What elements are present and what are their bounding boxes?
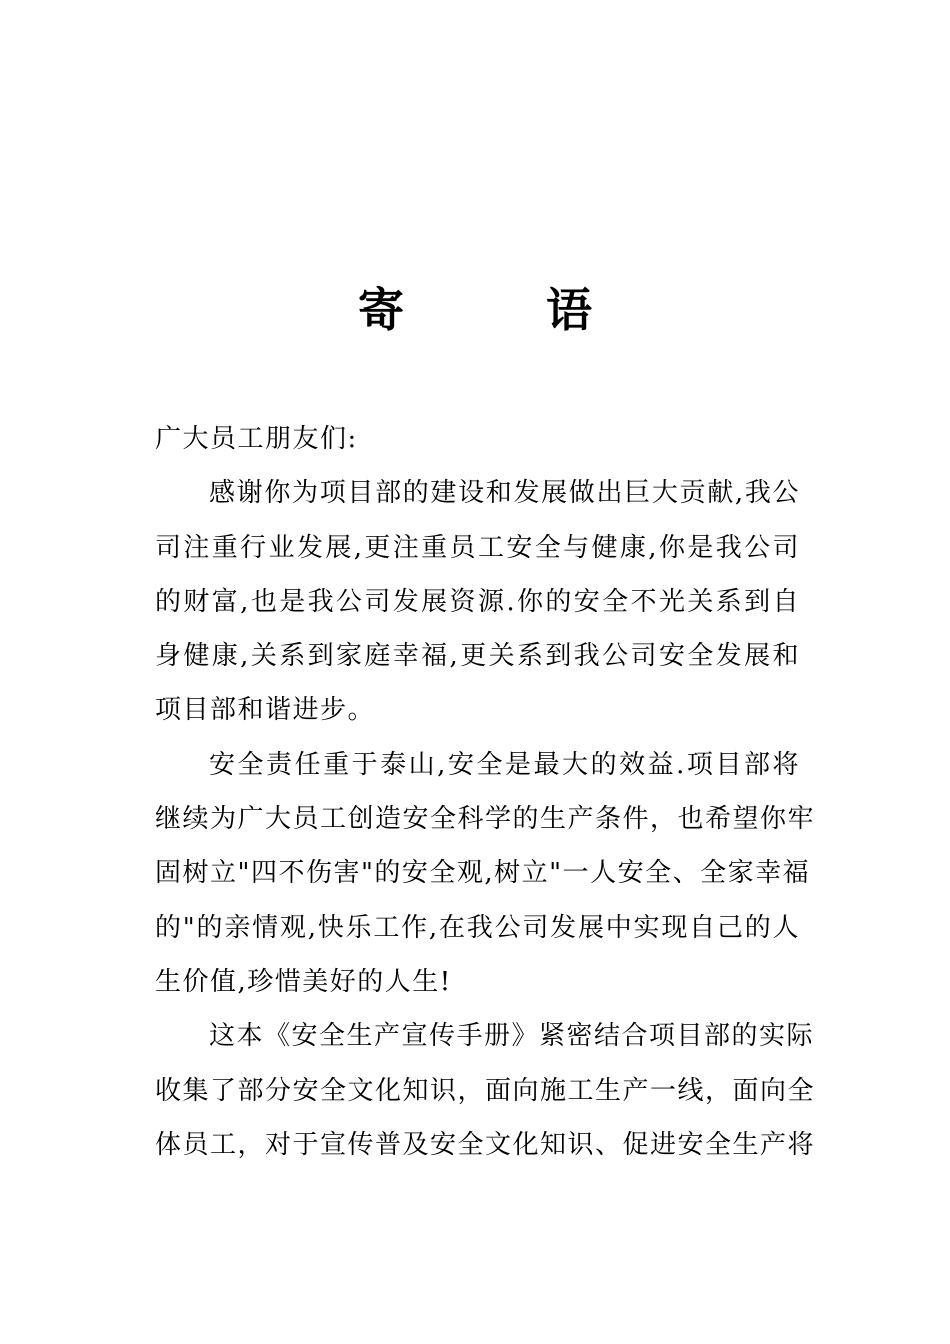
- paragraph-line: 固树立"四不伤害"的安全观,树立"一人安全、全家幸福: [155, 858, 811, 889]
- paragraph-line: 感谢你为项目部的建设和发展做出巨大贡献,我公: [209, 478, 800, 509]
- greeting-line: 广大员工朋友们:: [155, 424, 358, 454]
- page-title: 寄 语: [358, 283, 640, 337]
- paragraph-line: 收集了部分安全文化知识，面向施工生产一线，面向全: [155, 1075, 816, 1106]
- paragraph-line: 这本《安全生产宣传手册》紧密结合项目部的实际: [209, 1021, 815, 1052]
- paragraph-2: [155, 738, 816, 1009]
- paragraph-line: 身健康,关系到家庭幸福,更关系到我公司安全发展和: [155, 641, 800, 672]
- letter-body: [155, 412, 816, 1172]
- paragraph-3: [155, 1009, 816, 1172]
- paragraph-1: [155, 466, 800, 737]
- paragraph-line: 安全责任重于泰山,安全是最大的效益.项目部将: [209, 749, 800, 780]
- paragraph-line: 项目部和谐进步。: [155, 695, 376, 726]
- paragraph-line: 继续为广大员工创造安全科学的生产条件，也希望你牢: [155, 804, 816, 835]
- paragraph-line: 的"的亲情观,快乐工作,在我公司发展中实现自己的人: [155, 912, 800, 943]
- paragraph-line: 生价值,珍惜美好的人生!: [155, 966, 452, 997]
- paragraph-line: 司注重行业发展,更注重员工安全与健康,你是我公司: [155, 532, 800, 563]
- paragraph-line: 的财富,也是我公司发展资源.你的安全不光关系到自: [155, 586, 800, 617]
- paragraph-line: 体员工，对于宣传普及安全文化知识、促进安全生产将: [155, 1129, 816, 1160]
